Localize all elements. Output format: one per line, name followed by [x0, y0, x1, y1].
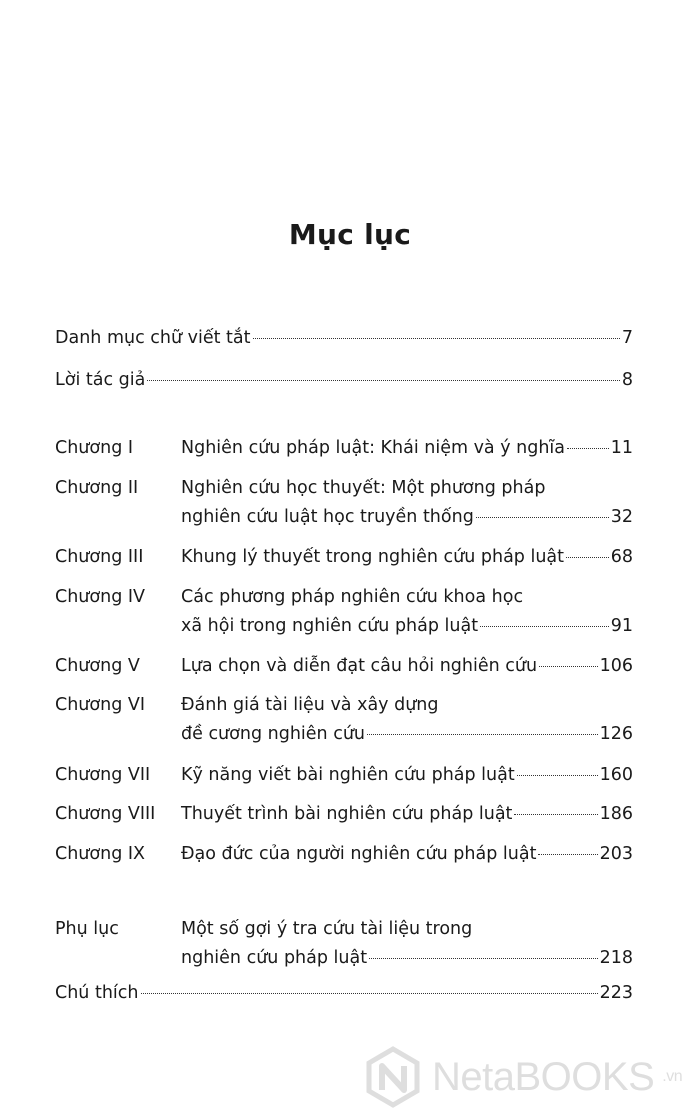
toc-chapter-2: [55, 474, 633, 532]
netabooks-logo-icon: [362, 1046, 424, 1108]
dot-leader: [514, 797, 597, 816]
chapter-title: Thuyết trình bài nghiên cứu pháp luật: [181, 804, 513, 824]
page-title: Mục lục: [288, 218, 412, 251]
appendix-label: Phụ lục: [55, 919, 119, 939]
chapter-label: Chương I: [55, 438, 134, 458]
toc-entry-notes: [55, 979, 633, 1008]
dot-leader: [476, 500, 609, 519]
chapter-label: Chương II: [55, 478, 139, 498]
toc-chapter-8: [55, 800, 633, 829]
toc-page-number: 203: [599, 844, 633, 864]
chapter-title-line: Các phương pháp nghiên cứu khoa học: [181, 587, 524, 607]
dot-leader: [480, 609, 609, 628]
toc-page-number: 7: [621, 328, 633, 348]
toc-page-number: 160: [599, 765, 633, 785]
toc-appendix: [55, 915, 633, 973]
dot-leader: [517, 758, 598, 777]
chapter-label: Chương IV: [55, 587, 146, 607]
toc-chapter-9: [55, 840, 633, 869]
dot-leader: [566, 540, 609, 559]
toc-page-number: 11: [610, 438, 633, 458]
chapter-title-line: xã hội trong nghiên cứu pháp luật: [181, 616, 479, 636]
toc-entry-title: Danh mục chữ viết tắt: [55, 328, 251, 348]
chapter-title-line: Đánh giá tài liệu và xây dựng: [181, 695, 439, 715]
toc-page-number: 91: [610, 616, 633, 636]
watermark-suffix: .vn: [662, 1068, 683, 1085]
toc-chapter-3: [55, 543, 633, 572]
toc-chapter-4: [55, 583, 633, 641]
netabooks-watermark: [362, 1042, 692, 1112]
chapter-label: Chương V: [55, 656, 140, 676]
chapter-title-line: đề cương nghiên cứu: [181, 724, 365, 744]
toc-page-number: 8: [621, 370, 633, 390]
toc-page-number: 218: [599, 948, 633, 968]
toc-page-number: 32: [610, 507, 633, 527]
toc-page-number: 223: [599, 983, 633, 1003]
chapter-label: Chương III: [55, 547, 144, 567]
toc-chapter-1: [55, 434, 633, 463]
toc-chapter-6: [55, 691, 633, 749]
chapter-title: Đạo đức của người nghiên cứu pháp luật: [181, 844, 537, 864]
toc-entry-abbreviations: [55, 324, 633, 353]
toc-page-number: 186: [599, 804, 633, 824]
dot-leader: [147, 363, 620, 382]
toc-entry-preface: [55, 366, 633, 395]
dot-leader: [253, 321, 620, 340]
chapter-title: Nghiên cứu pháp luật: Khái niệm và ý nghĩa: [181, 438, 566, 458]
dot-leader: [567, 431, 609, 450]
dot-leader: [369, 941, 598, 960]
watermark-brand: NetaBOOKS: [432, 1054, 655, 1099]
toc-chapter-5: [55, 652, 633, 681]
chapter-label: Chương VI: [55, 695, 146, 715]
chapter-label: Chương VII: [55, 765, 151, 785]
chapter-title: Khung lý thuyết trong nghiên cứu pháp luật: [181, 547, 565, 567]
chapter-label: Chương IX: [55, 844, 146, 864]
dot-leader: [141, 976, 598, 995]
toc-page-number: 68: [610, 547, 633, 567]
dot-leader: [367, 717, 598, 736]
toc-chapter-7: [55, 761, 633, 790]
appendix-title-line: nghiên cứu pháp luật: [181, 948, 368, 968]
toc-entry-title: Lời tác giả: [55, 370, 146, 390]
dot-leader: [539, 649, 598, 668]
chapter-title: Lựa chọn và diễn đạt câu hỏi nghiên cứu: [181, 656, 538, 676]
chapter-label: Chương VIII: [55, 804, 156, 824]
toc-page-number: 126: [599, 724, 633, 744]
chapter-title-line: Nghiên cứu học thuyết: Một phương pháp: [181, 478, 546, 498]
appendix-title-line: Một số gợi ý tra cứu tài liệu trong: [181, 919, 473, 939]
dot-leader: [538, 837, 597, 856]
chapter-title-line: nghiên cứu luật học truyền thống: [181, 507, 474, 527]
toc-entry-title: Chú thích: [55, 983, 139, 1003]
chapter-title: Kỹ năng viết bài nghiên cứu pháp luật: [181, 765, 515, 785]
toc-page-number: 106: [599, 656, 633, 676]
